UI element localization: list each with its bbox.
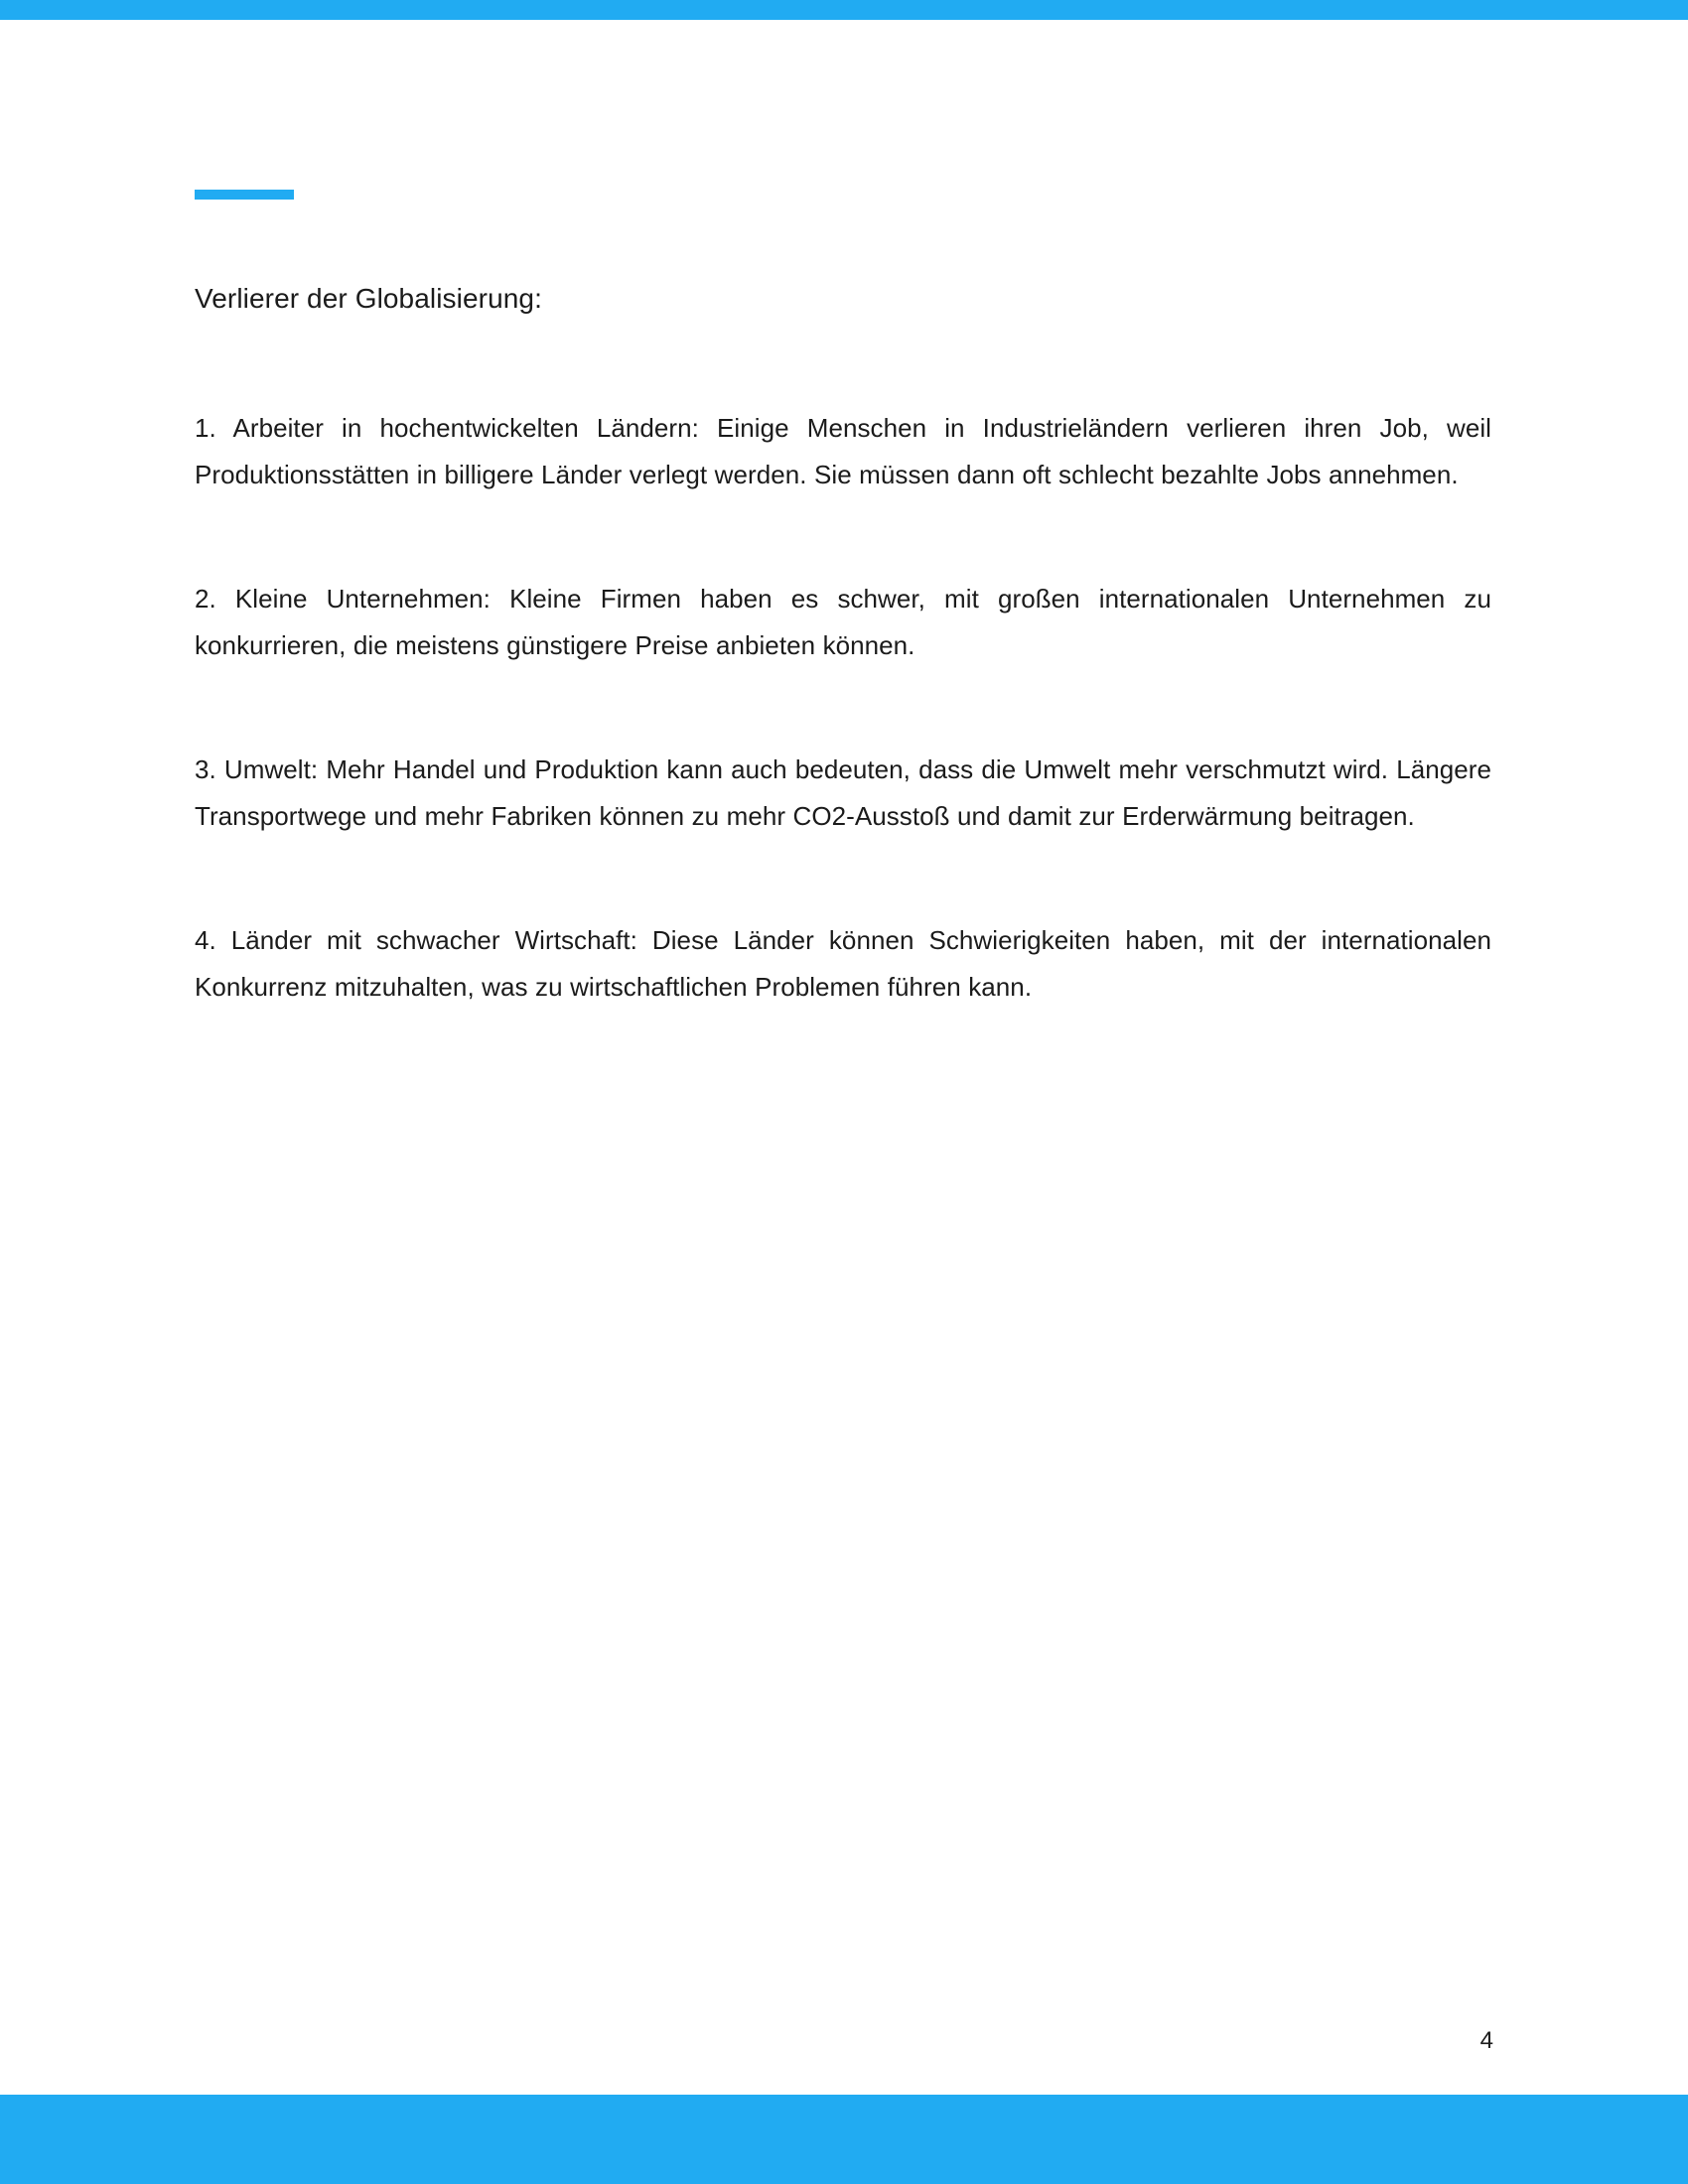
paragraph-4: 4. Länder mit schwacher Wirtschaft: Diese Länder können Schwierigkeiten haben, mit der internationalen Konkurrenz mitzuhalten, was zu wirtschaftlichen Problemen führen kann. <box>195 925 1491 1002</box>
paragraph-2: 2. Kleine Unternehmen: Kleine Firmen haben es schwer, mit großen internationalen Unternehmen zu konkurrieren, die meistens günstigere Preise anbieten können. <box>195 584 1491 660</box>
body-content <box>195 405 1491 1011</box>
accent-dash <box>195 190 294 200</box>
page-number: 4 <box>1479 2027 1493 2054</box>
bottom-blue-bar <box>0 2095 1688 2184</box>
top-blue-bar <box>0 0 1688 20</box>
page-title: Verlierer der Globalisierung: <box>195 283 542 315</box>
paragraph-1: 1. Arbeiter in hochentwickelten Ländern: Einige Menschen in Industrieländern verlieren ihren Job, weil Produktionsstätten in billigere Länder verlegt werden. Sie müssen dann oft schlecht bezahlte Jobs annehmen. <box>195 413 1491 489</box>
paragraph-3: 3. Umwelt: Mehr Handel und Produktion kann auch bedeuten, dass die Umwelt mehr verschmutzt wird. Längere Transportwege und mehr Fabriken können zu mehr CO2-Ausstoß und damit zur Erderwärmung beitragen. <box>195 754 1491 831</box>
